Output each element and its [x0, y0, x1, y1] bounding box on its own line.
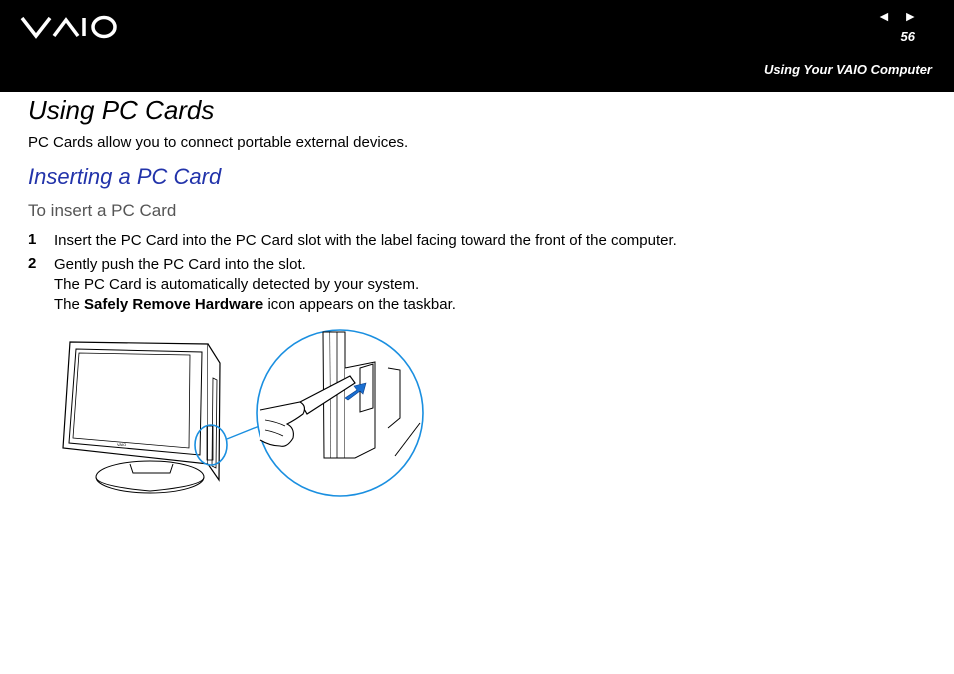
- section-title: Using Your VAIO Computer: [763, 62, 932, 77]
- page-title: Using PC Cards: [28, 95, 215, 125]
- step-detail: The Safely Remove Hardware icon appears on the taskbar.: [54, 296, 456, 313]
- step-text: Insert the PC Card into the PC Card slot with the label facing toward the front of the computer.: [54, 232, 677, 249]
- step-number: 2: [28, 255, 37, 272]
- next-page-icon[interactable]: ►: [903, 8, 918, 24]
- safely-remove-hardware-term: Safely Remove Hardware: [84, 296, 264, 313]
- step-number: 1: [28, 231, 37, 248]
- procedure-title: To insert a PC Card: [28, 201, 177, 220]
- page-header: [0, 0, 954, 92]
- subsection-title: Inserting a PC Card: [28, 164, 222, 189]
- vaio-logo: [20, 14, 120, 40]
- step-detail: The PC Card is automatically detected by your system.: [54, 276, 420, 293]
- prev-page-icon[interactable]: ◄: [877, 8, 891, 24]
- intro-text: PC Cards allow you to connect portable external devices.: [28, 134, 409, 151]
- page-navigation: [877, 8, 925, 26]
- monitor-badge: VAIO: [117, 442, 127, 447]
- pc-card-illustration: [55, 328, 435, 500]
- step-text: Gently push the PC Card into the slot.: [54, 256, 306, 273]
- page-number: 56: [900, 29, 915, 44]
- step-text-block: [54, 255, 456, 315]
